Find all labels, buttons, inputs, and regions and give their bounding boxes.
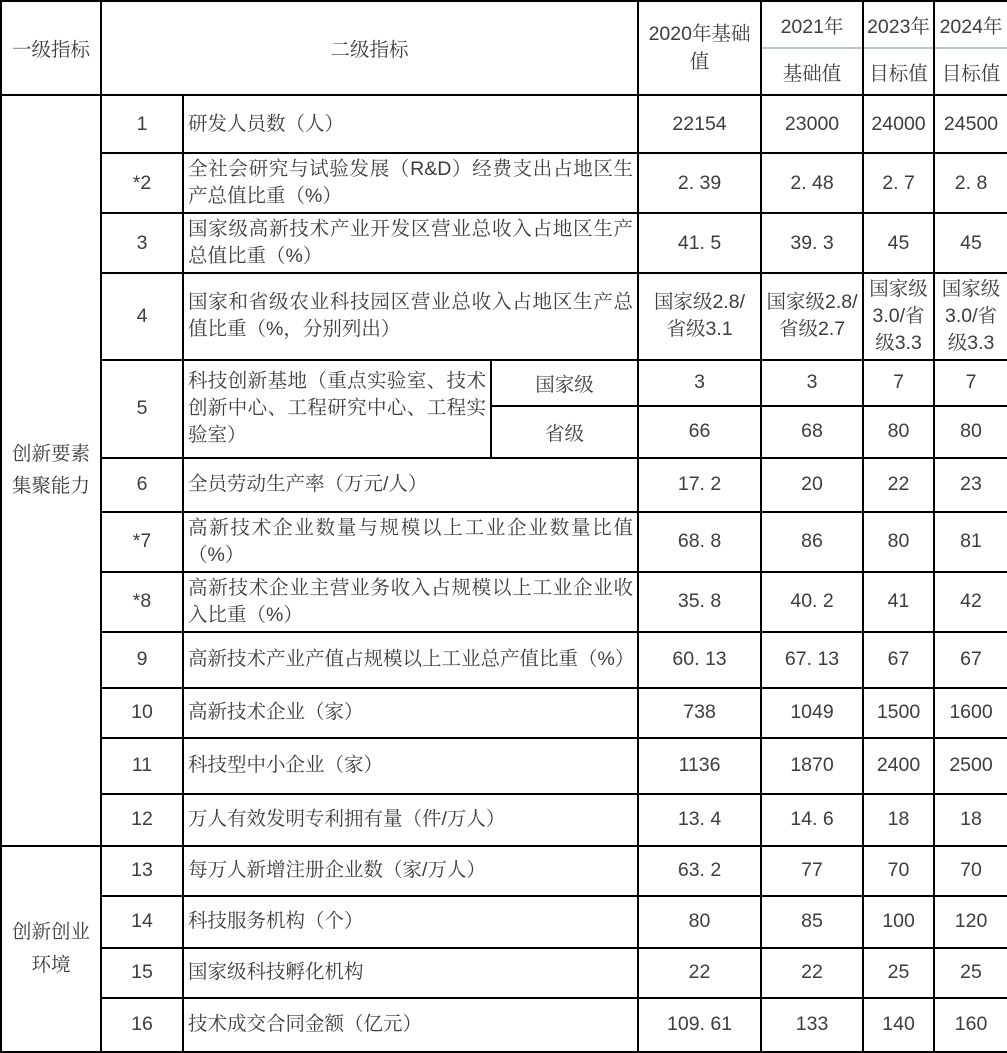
row-4-value-2021: 国家级2.8/省级2.7 bbox=[761, 273, 863, 360]
row-16-value-2024: 160 bbox=[934, 998, 1007, 1052]
row-15-indicator: 国家级科技孵化机构 bbox=[183, 948, 638, 998]
row-7-no: *7 bbox=[101, 512, 183, 572]
row-2-indicator: 全社会研究与试验发展（R&D）经费支出占地区生产总值比重（%） bbox=[183, 153, 638, 213]
row-14-value-2020: 80 bbox=[638, 896, 761, 948]
row-10-value-2020: 738 bbox=[638, 688, 761, 738]
row-9-value-2024: 67 bbox=[934, 632, 1007, 688]
header-2021-year: 2021年 bbox=[762, 2, 862, 49]
row-10-no: 10 bbox=[101, 688, 183, 738]
row-4-value-2020: 国家级2.8/省级3.1 bbox=[638, 273, 761, 360]
row-8-value-2021: 40. 2 bbox=[761, 572, 863, 632]
row-8-value-2020: 35. 8 bbox=[638, 572, 761, 632]
table-row bbox=[1, 458, 1007, 512]
header-2023-wrap bbox=[864, 2, 933, 94]
header-2020-base-label: 2020年基础值 bbox=[648, 22, 751, 73]
row-5-provincial-value-2021: 68 bbox=[761, 406, 863, 458]
row-2-value-2020: 2. 39 bbox=[638, 153, 761, 213]
row-14-value-2023: 100 bbox=[863, 896, 934, 948]
row-6-value-2023: 22 bbox=[863, 458, 934, 512]
table-row bbox=[1, 632, 1007, 688]
table-row bbox=[1, 896, 1007, 948]
header-2024-wrap bbox=[935, 2, 1007, 94]
row-4-indicator: 国家和省级农业科技园区营业总收入占地区生产总值比重（%，分别列出） bbox=[183, 273, 638, 360]
row-13-value-2023: 70 bbox=[863, 846, 934, 896]
row-2-value-2023: 2. 7 bbox=[863, 153, 934, 213]
header-2024-year: 2024年 bbox=[935, 2, 1007, 49]
row-2-value-2021: 2. 48 bbox=[761, 153, 863, 213]
row-15-value-2021: 22 bbox=[761, 948, 863, 998]
row-15-no: 15 bbox=[101, 948, 183, 998]
table-row bbox=[1, 688, 1007, 738]
header-2023-year: 2023年 bbox=[864, 2, 933, 49]
row-12-value-2021: 14. 6 bbox=[761, 794, 863, 846]
table-row bbox=[1, 153, 1007, 213]
row-5-sub-provincial-label: 省级 bbox=[491, 406, 638, 458]
row-5-provincial-value-2020: 66 bbox=[638, 406, 761, 458]
row-1-value-2023: 24000 bbox=[863, 95, 934, 153]
row-15-value-2020: 22 bbox=[638, 948, 761, 998]
row-1-value-2021: 23000 bbox=[761, 95, 863, 153]
row-7-value-2023: 80 bbox=[863, 512, 934, 572]
table-row bbox=[1, 846, 1007, 896]
row-11-no: 11 bbox=[101, 738, 183, 794]
header-2024 bbox=[934, 1, 1007, 95]
row-9-no: 9 bbox=[101, 632, 183, 688]
row-7-indicator: 高新技术企业数量与规模以上工业企业数量比值（%） bbox=[183, 512, 638, 572]
row-16-no: 16 bbox=[101, 998, 183, 1052]
header-2021-wrap bbox=[762, 2, 862, 94]
header-2023 bbox=[863, 1, 934, 95]
row-5-indicator: 科技创新基地（重点实验室、技术创新中心、工程研究中心、工程实验室） bbox=[183, 360, 491, 458]
group-cell-innovation-factors bbox=[1, 95, 101, 846]
table-row bbox=[1, 948, 1007, 998]
row-14-value-2024: 120 bbox=[934, 896, 1007, 948]
row-3-no: 3 bbox=[101, 213, 183, 273]
table-row bbox=[1, 360, 1007, 406]
row-3-value-2020: 41. 5 bbox=[638, 213, 761, 273]
row-16-value-2021: 133 bbox=[761, 998, 863, 1052]
table-row bbox=[1, 738, 1007, 794]
row-5-national-value-2020: 3 bbox=[638, 360, 761, 406]
group-cell-entrepreneurship-environment bbox=[1, 846, 101, 1052]
row-3-indicator: 国家级高新技术产业开发区营业总收入占地区生产总值比重（%） bbox=[183, 213, 638, 273]
row-1-value-2024: 24500 bbox=[934, 95, 1007, 153]
row-16-indicator: 技术成交合同金额（亿元） bbox=[183, 998, 638, 1052]
row-13-value-2020: 63. 2 bbox=[638, 846, 761, 896]
row-12-no: 12 bbox=[101, 794, 183, 846]
row-15-value-2023: 25 bbox=[863, 948, 934, 998]
row-13-value-2021: 77 bbox=[761, 846, 863, 896]
row-6-value-2020: 17. 2 bbox=[638, 458, 761, 512]
row-12-value-2024: 18 bbox=[934, 794, 1007, 846]
row-10-value-2023: 1500 bbox=[863, 688, 934, 738]
row-11-value-2024: 2500 bbox=[934, 738, 1007, 794]
row-13-no: 13 bbox=[101, 846, 183, 896]
row-8-no: *8 bbox=[101, 572, 183, 632]
row-3-value-2021: 39. 3 bbox=[761, 213, 863, 273]
row-7-value-2021: 86 bbox=[761, 512, 863, 572]
row-11-value-2023: 2400 bbox=[863, 738, 934, 794]
table-row bbox=[1, 213, 1007, 273]
row-9-value-2021: 67. 13 bbox=[761, 632, 863, 688]
row-5-national-value-2024: 7 bbox=[934, 360, 1007, 406]
row-5-provincial-value-2023: 80 bbox=[863, 406, 934, 458]
row-2-value-2024: 2. 8 bbox=[934, 153, 1007, 213]
header-level1: 一级指标 bbox=[1, 1, 101, 95]
row-4-value-2024: 国家级3.0/省级3.3 bbox=[934, 273, 1007, 360]
row-3-value-2024: 45 bbox=[934, 213, 1007, 273]
row-5-provincial-value-2024: 80 bbox=[934, 406, 1007, 458]
row-16-value-2020: 109. 61 bbox=[638, 998, 761, 1052]
group-label: 创新要素集聚能力 bbox=[11, 443, 90, 498]
header-2023-label: 目标值 bbox=[869, 62, 928, 85]
row-7-value-2024: 81 bbox=[934, 512, 1007, 572]
row-9-value-2020: 60. 13 bbox=[638, 632, 761, 688]
row-5-national-value-2021: 3 bbox=[761, 360, 863, 406]
row-5-no: 5 bbox=[101, 360, 183, 458]
header-row bbox=[1, 1, 1007, 95]
row-5-sub-national-label: 国家级 bbox=[491, 360, 638, 406]
row-11-indicator: 科技型中小企业（家） bbox=[183, 738, 638, 794]
table-row bbox=[1, 95, 1007, 153]
header-2021 bbox=[761, 1, 863, 95]
row-10-indicator: 高新技术企业（家） bbox=[183, 688, 638, 738]
row-3-value-2023: 45 bbox=[863, 213, 934, 273]
row-16-value-2023: 140 bbox=[863, 998, 934, 1052]
row-2-no: *2 bbox=[101, 153, 183, 213]
row-8-indicator: 高新技术企业主营业务收入占规模以上工业企业收入比重（%） bbox=[183, 572, 638, 632]
row-12-value-2020: 13. 4 bbox=[638, 794, 761, 846]
row-14-value-2021: 85 bbox=[761, 896, 863, 948]
row-7-value-2020: 68. 8 bbox=[638, 512, 761, 572]
header-2020-base bbox=[638, 1, 761, 95]
row-12-indicator: 万人有效发明专利拥有量（件/万人） bbox=[183, 794, 638, 846]
row-8-value-2023: 41 bbox=[863, 572, 934, 632]
row-1-value-2020: 22154 bbox=[638, 95, 761, 153]
row-11-value-2021: 1870 bbox=[761, 738, 863, 794]
row-10-value-2024: 1600 bbox=[934, 688, 1007, 738]
row-11-value-2020: 1136 bbox=[638, 738, 761, 794]
row-13-value-2024: 70 bbox=[934, 846, 1007, 896]
table-row bbox=[1, 512, 1007, 572]
row-1-no: 1 bbox=[101, 95, 183, 153]
row-12-value-2023: 18 bbox=[863, 794, 934, 846]
table-row bbox=[1, 572, 1007, 632]
header-2024-label: 目标值 bbox=[941, 62, 1001, 85]
row-6-value-2021: 20 bbox=[761, 458, 863, 512]
table-row bbox=[1, 273, 1007, 360]
row-4-value-2023: 国家级3.0/省级3.3 bbox=[863, 273, 934, 360]
group-label: 创新创业环境 bbox=[11, 921, 90, 976]
table-row bbox=[1, 794, 1007, 846]
row-4-no: 4 bbox=[101, 273, 183, 360]
row-1-indicator: 研发人员数（人） bbox=[183, 95, 638, 153]
row-6-value-2024: 23 bbox=[934, 458, 1007, 512]
row-9-value-2023: 67 bbox=[863, 632, 934, 688]
row-15-value-2024: 25 bbox=[934, 948, 1007, 998]
row-13-indicator: 每万人新增注册企业数（家/万人） bbox=[183, 846, 638, 896]
row-5-national-value-2023: 7 bbox=[863, 360, 934, 406]
row-6-indicator: 全员劳动生产率（万元/人） bbox=[183, 458, 638, 512]
row-8-value-2024: 42 bbox=[934, 572, 1007, 632]
row-9-indicator: 高新技术产业产值占规模以上工业总产值比重（%） bbox=[183, 632, 638, 688]
header-2021-label: 基础值 bbox=[782, 62, 842, 85]
row-14-indicator: 科技服务机构（个） bbox=[183, 896, 638, 948]
row-14-no: 14 bbox=[101, 896, 183, 948]
table-row bbox=[1, 998, 1007, 1052]
row-6-no: 6 bbox=[101, 458, 183, 512]
row-10-value-2021: 1049 bbox=[761, 688, 863, 738]
header-level2: 二级指标 bbox=[101, 1, 638, 95]
